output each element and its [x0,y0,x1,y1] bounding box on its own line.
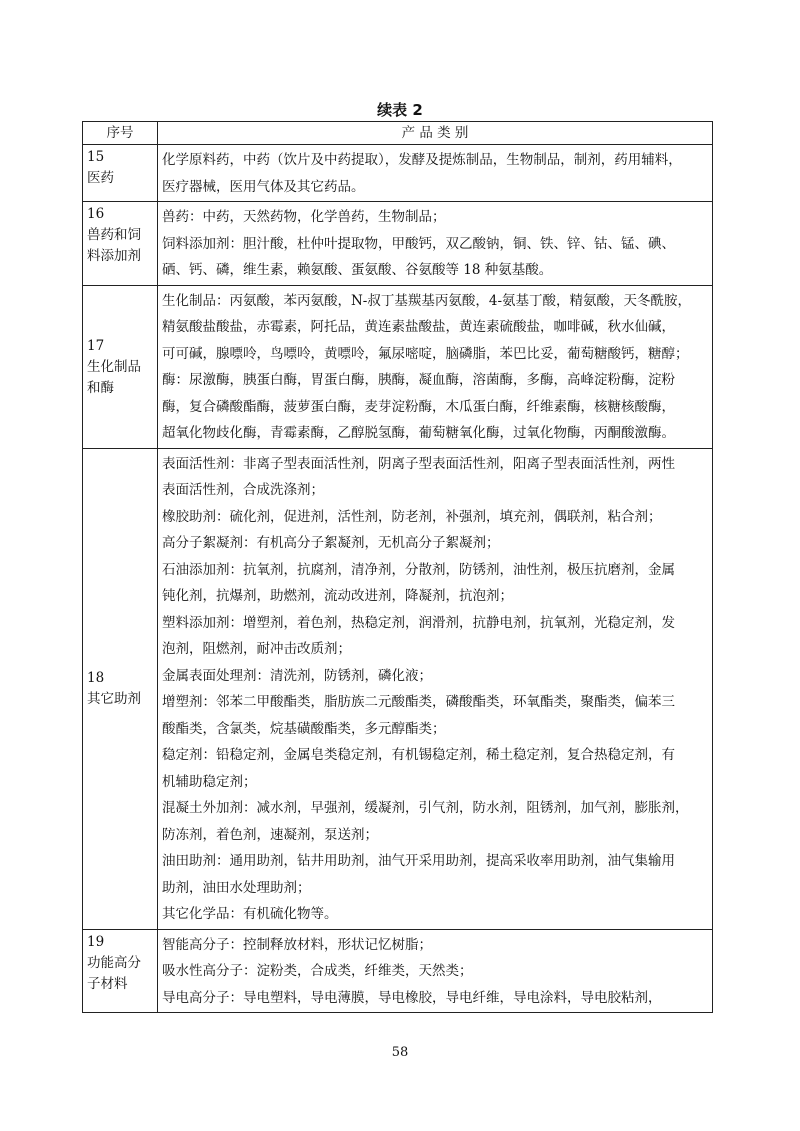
content-line: 饲料添加剂：胆汁酸，杜仲叶提取物，甲酸钙，双乙酸钠，铜、铁、锌、钴、锰、碘、 [162,235,675,252]
content-line: 高分子絮凝剂：有机高分子絮凝剂，无机高分子絮凝剂； [162,535,500,551]
content-line: 精氨酸盐酸盐，赤霉素，阿托品，黄连素盐酸盐，黄连素硫酸盐，咖啡碱，秋水仙碱， [162,319,675,335]
content-line: 表面活性剂，合成洗涤剂； [162,482,324,498]
row-number: 19 [87,933,105,950]
table-title: 续表 2 [377,101,423,119]
content-line: 导电高分子：导电塑料，导电薄膜，导电橡胶，导电纤维，导电涂料，导电胶粘剂， [162,989,662,1006]
row-category-name: 料添加剂 [87,248,141,264]
row-category-name: 其它助剂 [87,691,141,707]
row-content-cell [158,202,713,286]
content-line: 酶，复合磷酸酯酶，菠萝蛋白酶，麦芽淀粉酶，木瓜蛋白酶，纤维素酶，核糖核酸酶， [162,398,675,415]
header-serial: 序号 [83,122,158,145]
content-line: 橡胶助剂：硫化剂，促进剂，活性剂，防老剂，补强剂，填充剂，偶联剂，粘合剂； [162,508,662,525]
content-line: 其它化学品：有机硫化物等。 [162,906,338,922]
row-content-cell [158,145,713,202]
row-number: 15 [87,149,105,165]
row-category-name: 医药 [87,170,114,186]
table-row [83,202,713,286]
content-line: 硒、钙、磷，维生素，赖氨酸、蛋氨酸、谷氨酸等 18 种氨基酸。 [162,262,553,278]
content-line: 助剂，油田水处理助剂； [162,879,311,896]
content-line: 机辅助稳定剂； [162,773,257,790]
content-line: 医疗器械，医用气体及其它药品。 [162,178,365,195]
content-line: 增塑剂：邻苯二甲酸酯类，脂肪族二元酸酯类，磷酸酯类，环氧酯类，聚酯类，偏苯三 [162,694,675,710]
table-row [83,285,713,448]
content-line: 泡剂，阻燃剂，耐冲击改质剂； [162,641,351,657]
content-line: 防冻剂，着色剂，速凝剂，泵送剂； [162,826,378,843]
row-category-name: 生化制品 [87,358,141,375]
content-line: 智能高分子：控制释放材料，形状记忆树脂； [162,936,432,953]
content-line: 兽药：中药，天然药物，化学兽药，生物制品； [162,209,446,225]
table-row [83,929,713,1013]
content-line: 稳定剂：铅稳定剂，金属皂类稳定剂，有机锡稳定剂，稀土稳定剂，复合热稳定剂，有 [162,747,675,763]
content-line: 化学原料药，中药（饮片及中药提取），发酵及提炼制品，生物制品，制剂，药用辅料， [162,152,682,168]
row-serial-cell [83,202,158,286]
product-category-table [82,121,713,1013]
row-content-cell [158,285,713,448]
row-serial-cell [83,145,158,202]
content-line: 酶：尿激酶，胰蛋白酶，胃蛋白酶，胰酶，凝血酶，溶菌酶，多酶，高峰淀粉酶，淀粉 [162,372,675,388]
row-category-name: 功能高分 [87,954,141,971]
row-serial-cell [83,929,158,1013]
content-line: 混凝土外加剂：减水剂，早强剂，缓凝剂，引气剂，防水剂，阻锈剂，加气剂，膨胀剂， [162,800,689,816]
content-line: 生化制品：丙氨酸，苯丙氨酸，N-叔丁基羰基丙氨酸，4-氨基丁酸，精氨酸，天冬酰胺， [162,292,692,309]
table-row [83,145,713,202]
table-row [83,448,713,929]
row-category-name: 和酶 [87,379,114,396]
row-content-cell [158,929,713,1013]
row-category-name: 子材料 [87,975,128,992]
content-line: 酸酯类，含氯类，烷基磺酸酯类，多元醇酯类； [162,720,446,737]
content-line: 石油添加剂：抗氧剂，抗腐剂，清净剂，分散剂，防锈剂，油性剂，极压抗磨剂，金属 [162,561,675,578]
content-line: 可可碱，腺嘌呤，鸟嘌呤，黄嘌呤，氟尿嘧啶，脑磷脂，苯巴比妥，葡萄糖酸钙，糖醇； [162,345,689,362]
row-number: 18 [87,670,105,686]
content-line: 金属表面处理剂：清洗剂，防锈剂，磷化液； [162,667,432,684]
header-category: 产 品 类 别 [158,122,713,145]
row-number: 16 [87,206,105,222]
content-line: 吸水性高分子：淀粉类，合成类，纤维类，天然类； [162,963,473,979]
row-category-name: 兽药和饲 [87,227,141,243]
row-serial-cell [83,448,158,929]
content-line: 钝化剂，抗爆剂，助燃剂，流动改进剂，降凝剂，抗泡剂； [162,588,513,604]
content-line: 油田助剂：通用助剂，钻井用助剂，油气开采用助剂，提高采收率用助剂，油气集输用 [162,853,675,869]
row-content-cell [158,448,713,929]
row-serial-cell [83,285,158,448]
content-line: 超氧化物歧化酶，青霉素酶，乙醇脱氢酶，葡萄糖氧化酶，过氧化物酶，丙酮酸激酶。 [162,425,675,441]
row-number: 17 [87,337,105,354]
content-line: 表面活性剂：非离子型表面活性剂，阴离子型表面活性剂，阳离子型表面活性剂，两性 [162,455,675,472]
page-number: 58 [391,1045,409,1060]
table-header-row [83,122,713,145]
content-line: 塑料添加剂：增塑剂，着色剂，热稳定剂，润滑剂，抗静电剂，抗氧剂，光稳定剂，发 [162,614,675,631]
